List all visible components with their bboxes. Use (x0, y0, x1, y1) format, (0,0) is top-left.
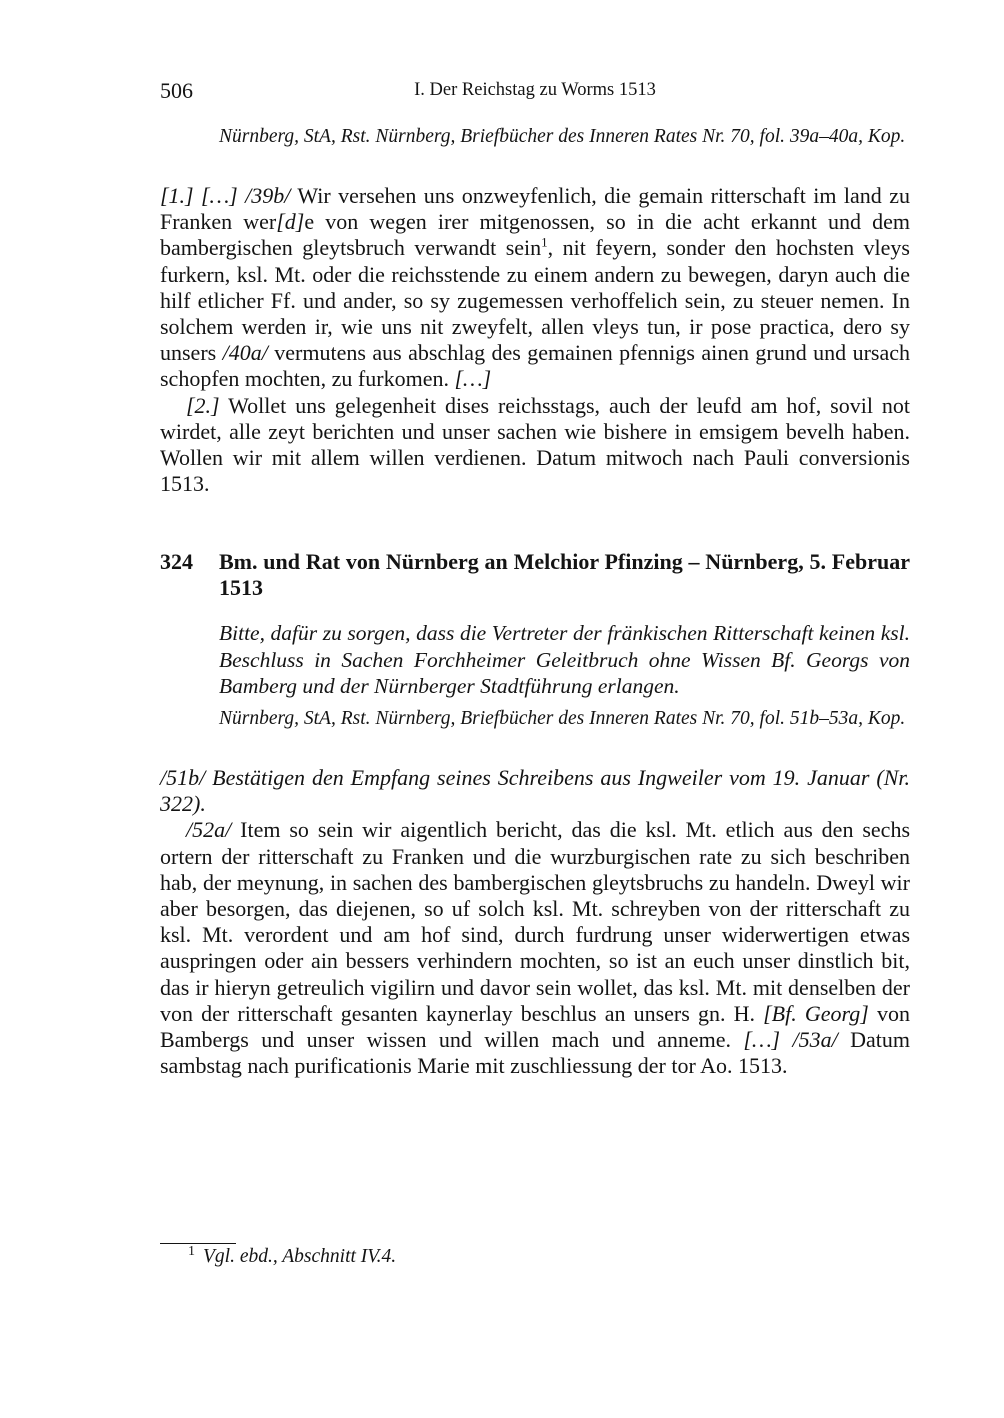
doc324-heading (160, 549, 910, 601)
folio-marker: […] /53a/ (743, 1027, 838, 1053)
doc324-paragraph-2 (160, 817, 910, 1079)
text-run: Wir versehen uns onzweyfenlich, die gemain ritterschaft im land zu Franken wer (160, 183, 910, 235)
doc323-paragraph-1 (160, 183, 910, 393)
source-note-324: Nürnberg, StA, Rst. Nürnberg, Briefbücher des Inneren Rates Nr. 70, fol. 51b–53a, Kop. (219, 708, 906, 729)
footnote-ref: 1 (541, 235, 548, 251)
editorial-marker: [Bf. Georg] (763, 1000, 869, 1026)
doc323-body (160, 183, 910, 497)
source-note-323: Nürnberg, StA, Rst. Nürnberg, Briefbücher des Inneren Rates Nr. 70, fol. 39a–40a, Kop. (219, 126, 906, 147)
page-number: 506 (160, 78, 193, 103)
text-run: vermutens aus abschlag des gemainen pfennigs ainen grund und ursach schopfen mochten, zu furkomen. (160, 340, 910, 392)
doc324-paragraph-1: /51b/ Bestätigen den Empfang seines Schreibens aus Ingweiler vom 19. Januar (Nr. 322). (160, 765, 910, 817)
running-title: I. Der Reichstag zu Worms 1513 (414, 80, 656, 100)
editorial-marker: [1.] […] /39b/ (160, 183, 291, 208)
text-run: e von wegen irer mitgenossen, so in die acht erkannt und dem bambergischen gleytsbruch verwandt sein (160, 209, 910, 261)
editorial-marker: […] (454, 366, 492, 392)
footnote (188, 1243, 397, 1268)
text-run: Wollet uns gelegenheit dises reichsstags, auch der leufd am hof, sovil not wirdet, alle zeyt berichten und unser sachen wie bishere in emsigem bevelh haben. Wollen wir mit allem willen verdienen. Datum mitwoch nach Pauli conversionis 1513. (160, 392, 910, 497)
text-run: , nit feyern, sonder den hochsten vleys furkern, ksl. Mt. oder die reichsstende zu einem andern zu bewegen, daryn auch die hilf etlicher Ff. und ander, so sy zugemessen verhoffelich sein, zu steuer nemen. In solchem werden ir, wie uns nit zweyfelt, allen vleys tun, ir pose practica, dero sy unsers (160, 235, 910, 366)
doc324-regest: Bitte, dafür zu sorgen, dass die Vertreter der fränkischen Ritterschaft keinen ksl. Beschluss in Sachen Forchheimer Geleitbruch ohne Wissen Bf. Georgs von Bamberg und der Nürnberger Stadtführung erlangen. (219, 621, 910, 698)
footnote-text: Vgl. ebd., Abschnitt IV.4. (203, 1246, 397, 1267)
editorial-marker: [d] (276, 209, 305, 235)
folio-marker: /40a/ (222, 340, 268, 366)
footnote-mark: 1 (188, 1243, 195, 1259)
text-run: Datum sambstag nach purificationis Marie mit zuschliessung der tor Ao. 1513. (160, 1027, 910, 1079)
text-run: von Bambergs und unser wissen und willen mach und anneme. (160, 1000, 910, 1053)
document-title: Bm. und Rat von Nürnberg an Melchior Pfinzing – Nürnberg, 5. Februar 1513 (219, 549, 910, 600)
folio-marker: /52a/ (186, 817, 232, 843)
editorial-marker: [2.] (186, 392, 220, 418)
footnote-separator (160, 1243, 236, 1244)
text-run: Item so sein wir aigentlich bericht, das die ksl. Mt. etlich aus den sechs ortern der ritterschaft zu Franken und die wurzburgischen rate zu sich beschriben hab, der meynung, in sachen des bambergischen gleytsbruchs zu handeln. Dweyl wir aber besorgen, das diejenen, so uf solch ksl. Mt. schreyben von der ritterschaft zu ksl. Mt. verordent und am hof sind, durch furdrung unser widerwertigen etwas auspringen oder ain bessers verhindern mochten, so ist an euch unser dinstlich bit, das ir hieryn getreulich vigilirn und davor sein wollet, das ksl. Mt. mit denselben der von der ritterschaft gesanten kaynerlay beschlus an unsers gn. H. (160, 817, 910, 1026)
doc324-body (160, 765, 910, 1079)
doc323-paragraph-2 (160, 393, 910, 498)
document-number: 324 (160, 549, 193, 574)
